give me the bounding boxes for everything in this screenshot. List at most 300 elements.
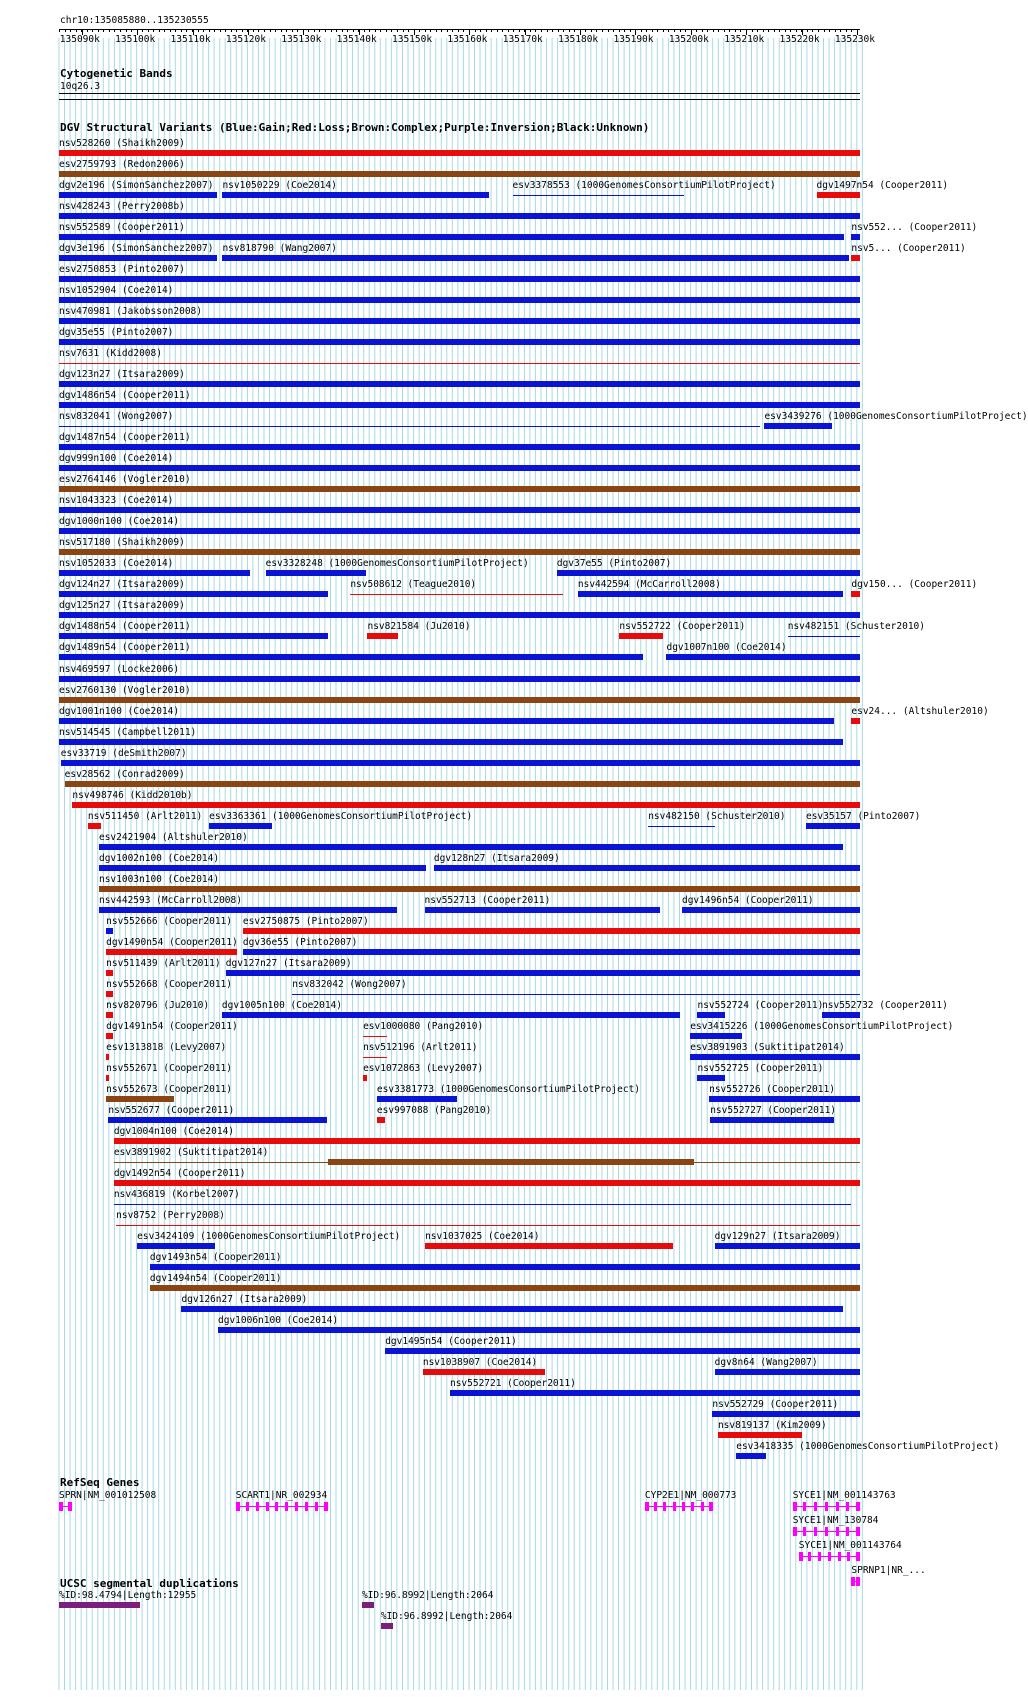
- variant-bar[interactable]: [99, 907, 397, 913]
- variant-label: dgv125n27 (Itsara2009): [59, 600, 185, 612]
- variant-bar[interactable]: [114, 1138, 860, 1144]
- variant-bar[interactable]: [222, 192, 488, 198]
- variant-label: nsv511439 (Arlt2011): [106, 957, 221, 969]
- ruler-minor-tick: [624, 30, 625, 32]
- variant-bar[interactable]: [851, 234, 860, 240]
- variant-bar[interactable]: [666, 654, 860, 660]
- ruler-minor-tick: [840, 30, 841, 32]
- variant-bar[interactable]: [59, 234, 844, 240]
- variant-bar[interactable]: [59, 528, 860, 534]
- variant-label: dgv1006n100 (Coe2014): [218, 1315, 339, 1327]
- ruler-minor-tick: [491, 30, 492, 32]
- variant-bar[interactable]: [72, 802, 860, 808]
- variant-bar[interactable]: [59, 739, 843, 745]
- variant-bar[interactable]: [709, 1096, 860, 1102]
- variant-bar[interactable]: [88, 823, 101, 829]
- variant-bar[interactable]: [137, 1243, 215, 1249]
- ruler-minor-tick: [369, 30, 370, 32]
- variant-label: dgv3e196 (SimonSanchez2007): [59, 243, 214, 255]
- variant-bar[interactable]: [99, 886, 860, 892]
- variant-bar[interactable]: [710, 1117, 834, 1123]
- variant-bar[interactable]: [59, 150, 860, 156]
- variant-bar[interactable]: [59, 612, 860, 618]
- segdup-label: %ID:96.8992|Length:2064: [361, 1590, 494, 1601]
- variant-bar[interactable]: [61, 760, 860, 766]
- variant-bar[interactable]: [425, 1243, 672, 1249]
- ruler-minor-tick: [580, 30, 581, 32]
- ruler-minor-tick: [574, 30, 575, 32]
- ruler-tick-label: 135180k: [558, 34, 599, 45]
- variant-label: esv2759793 (Redon2006): [59, 159, 185, 171]
- ruler-minor-tick: [502, 30, 503, 32]
- variant-bar[interactable]: [59, 402, 860, 408]
- ruler-minor-tick: [236, 30, 237, 32]
- ruler-minor-tick: [635, 30, 636, 32]
- ruler-minor-tick: [646, 30, 647, 32]
- ruler-minor-tick: [696, 30, 697, 32]
- ruler-minor-tick: [76, 30, 77, 32]
- gene-exon[interactable]: [236, 1502, 240, 1511]
- ruler-minor-tick: [707, 30, 708, 32]
- ruler-minor-tick: [59, 30, 60, 32]
- ruler-minor-tick: [829, 30, 830, 32]
- variant-label: nsv498746 (Kidd2010b): [72, 789, 193, 801]
- variant-bar[interactable]: [59, 318, 860, 324]
- ruler-minor-tick: [148, 30, 149, 32]
- gene-exon[interactable]: [803, 1502, 806, 1511]
- ruler-minor-tick: [353, 30, 354, 32]
- ruler-minor-tick: [652, 30, 653, 32]
- variant-bar[interactable]: [59, 507, 860, 513]
- ruler-tick-label: 135210k: [724, 34, 765, 45]
- variant-bar[interactable]: [114, 1180, 860, 1186]
- variant-label: nsv442594 (McCarroll2008): [577, 579, 721, 591]
- gene-exon[interactable]: [68, 1502, 72, 1511]
- ruler-minor-tick: [458, 30, 459, 32]
- variant-bar[interactable]: [106, 970, 113, 976]
- variant-bar[interactable]: [377, 1096, 457, 1102]
- variant-bar[interactable]: [806, 823, 860, 829]
- gene-exon[interactable]: [828, 1552, 831, 1561]
- variant-bar[interactable]: [851, 718, 860, 724]
- ruler-minor-tick: [231, 30, 232, 32]
- variant-label: nsv508612 (Teague2010): [350, 579, 477, 591]
- ruler-minor-tick: [181, 30, 182, 32]
- variant-bar[interactable]: [350, 594, 563, 595]
- gene-exon[interactable]: [847, 1552, 850, 1561]
- ruler-minor-tick: [680, 30, 681, 32]
- gene-exon[interactable]: [645, 1502, 649, 1511]
- ruler-minor-tick: [292, 30, 293, 32]
- ruler-tick-label: 135100k: [115, 34, 156, 45]
- ruler-minor-tick: [702, 30, 703, 32]
- ruler-minor-tick: [619, 30, 620, 32]
- variant-bar[interactable]: [106, 1054, 109, 1060]
- variant-bar[interactable]: [106, 928, 113, 934]
- variant-bar[interactable]: [59, 192, 217, 198]
- variant-label: dgv999n100 (Coe2014): [59, 453, 174, 465]
- gene-exon[interactable]: [709, 1502, 713, 1511]
- variant-label: dgv1492n54 (Cooper2011): [113, 1167, 246, 1179]
- variant-bar[interactable]: [59, 171, 860, 177]
- ruler-minor-tick: [126, 30, 127, 32]
- gene-exon[interactable]: [856, 1502, 860, 1511]
- segdup-bar[interactable]: [59, 1602, 140, 1608]
- variant-label: esv24... (Altshuler2010): [851, 705, 989, 717]
- gene-exon[interactable]: [856, 1577, 860, 1586]
- gene-exon[interactable]: [701, 1502, 704, 1511]
- ruler-minor-tick: [763, 30, 764, 32]
- ruler-minor-tick: [198, 30, 199, 32]
- variant-bar[interactable]: [106, 1075, 109, 1081]
- variant-label: nsv1003n100 (Coe2014): [98, 873, 220, 885]
- variant-label: nsv1050229 (Coe2014): [222, 180, 337, 192]
- variant-bar[interactable]: [222, 255, 848, 261]
- variant-bar[interactable]: [59, 465, 860, 471]
- gene-exon[interactable]: [673, 1502, 676, 1511]
- gene-exon[interactable]: [59, 1502, 63, 1511]
- variant-bar[interactable]: [712, 1411, 860, 1417]
- variant-bar[interactable]: [59, 676, 860, 682]
- ruler-minor-tick: [785, 30, 786, 32]
- ruler-minor-tick: [663, 30, 664, 32]
- variant-bar[interactable]: [682, 907, 860, 913]
- variant-bar[interactable]: [715, 1243, 860, 1249]
- variant-bar[interactable]: [59, 718, 834, 724]
- variant-label: esv3424109 (1000GenomesConsortiumPilotProject): [137, 1231, 401, 1243]
- cytoband-label: 10q26.3: [60, 81, 101, 92]
- variant-bar[interactable]: [59, 444, 860, 450]
- cytoband-line: [59, 99, 860, 100]
- variant-label: dgv1005n100 (Coe2014): [221, 999, 342, 1011]
- ruler-minor-tick: [685, 30, 686, 32]
- ruler-minor-tick: [452, 30, 453, 32]
- gene-exon[interactable]: [256, 1502, 259, 1511]
- ruler-minor-tick: [441, 30, 442, 32]
- variant-bar[interactable]: [423, 1369, 545, 1375]
- variant-bar[interactable]: [59, 486, 860, 492]
- variant-bar[interactable]: [226, 970, 860, 976]
- variant-bar[interactable]: [106, 949, 237, 955]
- variant-label: nsv552729 (Cooper2011): [712, 1399, 839, 1411]
- variant-label: nsv1052033 (Coe2014): [59, 558, 174, 570]
- variant-bar[interactable]: [450, 1390, 860, 1396]
- variant-bar[interactable]: [377, 1117, 385, 1123]
- variant-bar[interactable]: [114, 1204, 851, 1205]
- variant-bar[interactable]: [363, 1057, 387, 1058]
- gene-exon[interactable]: [793, 1502, 797, 1511]
- variant-bar[interactable]: [222, 1012, 680, 1018]
- variant-label: esv2760130 (Vogler2010): [59, 684, 191, 696]
- segdup-bar[interactable]: [362, 1602, 374, 1608]
- ruler-minor-tick: [508, 30, 509, 32]
- variant-bar[interactable]: [690, 1033, 742, 1039]
- gene-exon[interactable]: [803, 1527, 806, 1536]
- variant-label: nsv482150 (Schuster2010): [648, 810, 786, 822]
- variant-bar[interactable]: [150, 1264, 860, 1270]
- gene-exon[interactable]: [324, 1502, 328, 1511]
- variant-label: nsv1038907 (Coe2014): [422, 1357, 538, 1369]
- variant-label: nsv832042 (Wong2007): [292, 978, 407, 990]
- gene-exon[interactable]: [305, 1502, 308, 1511]
- ruler-minor-tick: [70, 30, 71, 32]
- gene-exon[interactable]: [285, 1502, 288, 1511]
- variant-label: esv3363361 (1000GenomesConsortiumPilotProject): [209, 810, 473, 822]
- gene-exon[interactable]: [836, 1502, 839, 1511]
- variant-label: dgv1487n54 (Cooper2011): [59, 432, 191, 444]
- variant-label: dgv1007n100 (Coe2014): [666, 642, 787, 654]
- variant-bar[interactable]: [59, 255, 217, 261]
- gene-exon[interactable]: [246, 1502, 249, 1511]
- gene-exon[interactable]: [856, 1527, 860, 1536]
- ruler-tick-label: 135130k: [281, 34, 322, 45]
- ruler-minor-tick: [801, 30, 802, 32]
- variant-bar[interactable]: [209, 823, 272, 829]
- variant-bar[interactable]: [292, 994, 860, 995]
- variant-bar[interactable]: [851, 255, 860, 261]
- gene-exon[interactable]: [808, 1552, 811, 1561]
- variant-bar[interactable]: [108, 1117, 326, 1123]
- gene-exon[interactable]: [846, 1502, 849, 1511]
- variant-bar[interactable]: [513, 195, 685, 196]
- ruler-minor-tick: [375, 30, 376, 32]
- gene-exon[interactable]: [793, 1527, 797, 1536]
- variant-bar[interactable]: [697, 1012, 724, 1018]
- variant-label: nsv552713 (Cooper2011): [424, 894, 551, 906]
- gene-exon[interactable]: [315, 1502, 318, 1511]
- variant-bar[interactable]: [150, 1285, 860, 1291]
- variant-bar[interactable]: [266, 570, 366, 576]
- variant-bar[interactable]: [648, 826, 714, 827]
- gene-exon[interactable]: [846, 1527, 849, 1536]
- variant-bar[interactable]: [106, 991, 113, 997]
- ruler-minor-tick: [674, 30, 675, 32]
- ruler-minor-tick: [729, 30, 730, 32]
- gene-exon[interactable]: [814, 1502, 817, 1511]
- ruler-minor-tick: [192, 30, 193, 32]
- ruler-minor-tick: [137, 30, 138, 32]
- variant-label: esv2750853 (Pinto2007): [59, 264, 185, 276]
- variant-label: dgv150... (Cooper2011): [851, 579, 978, 591]
- variant-label: nsv528260 (Shaikh2009): [59, 138, 185, 149]
- variant-bar[interactable]: [59, 339, 860, 345]
- gene-exon[interactable]: [836, 1527, 839, 1536]
- variant-label: dgv126n27 (Itsara2009): [181, 1294, 308, 1306]
- variant-bar[interactable]: [59, 654, 643, 660]
- ruler-minor-tick: [319, 30, 320, 32]
- gene-exon[interactable]: [818, 1552, 821, 1561]
- variant-bar[interactable]: [59, 633, 328, 639]
- ruler-minor-tick: [591, 30, 592, 32]
- ruler-tick-label: 135170k: [502, 34, 543, 45]
- variant-bar[interactable]: [106, 1096, 174, 1102]
- variant-label: nsv511450 (Arlt2011): [87, 810, 203, 822]
- gene-exon[interactable]: [856, 1552, 860, 1561]
- gene-label: SYCE1|NM_130784: [792, 1515, 879, 1526]
- ruler-minor-tick: [469, 30, 470, 32]
- ruler-minor-tick: [342, 30, 343, 32]
- ruler-minor-tick: [824, 30, 825, 32]
- variant-bar[interactable]: [788, 636, 860, 637]
- ruler-minor-tick: [225, 30, 226, 32]
- variant-bar[interactable]: [851, 591, 860, 597]
- variant-bar[interactable]: [363, 1036, 387, 1037]
- variant-label: nsv482151 (Schuster2010): [787, 621, 925, 633]
- variant-label: nsv5... (Cooper2011): [851, 243, 966, 255]
- ruler-minor-tick: [286, 30, 287, 32]
- variant-bar[interactable]: [243, 949, 860, 955]
- variant-bar[interactable]: [59, 276, 860, 282]
- ruler-minor-tick: [347, 30, 348, 32]
- variant-bar[interactable]: [59, 570, 250, 576]
- variant-label: esv2764146 (Vogler2010): [59, 474, 191, 486]
- ruler-minor-tick: [275, 30, 276, 32]
- gene-exon[interactable]: [814, 1527, 817, 1536]
- ruler-minor-tick: [774, 30, 775, 32]
- variant-bar[interactable]: [59, 381, 860, 387]
- variant-bar[interactable]: [243, 928, 860, 934]
- ruler-minor-tick: [281, 30, 282, 32]
- variant-bar[interactable]: [65, 781, 860, 787]
- variant-label: dgv8n64 (Wang2007): [714, 1357, 818, 1369]
- ruler-tick-label: 135150k: [392, 34, 433, 45]
- ruler-minor-tick: [203, 30, 204, 32]
- variant-label: nsv832041 (Wong2007): [59, 411, 174, 423]
- ruler-minor-tick: [596, 30, 597, 32]
- variant-bar[interactable]: [59, 363, 860, 364]
- ruler-minor-tick: [175, 30, 176, 32]
- variant-bar[interactable]: [59, 426, 760, 427]
- gene-exon[interactable]: [799, 1552, 803, 1561]
- variant-label: dgv1490n54 (Cooper2011): [106, 936, 238, 948]
- ruler-minor-tick: [585, 30, 586, 32]
- variant-bar[interactable]: [59, 697, 860, 703]
- variant-label: dgv1000n100 (Coe2014): [59, 516, 180, 528]
- variant-label: dgv1491n54 (Cooper2011): [106, 1020, 238, 1032]
- ruler-minor-tick: [425, 30, 426, 32]
- ruler-minor-tick: [552, 30, 553, 32]
- variant-bar[interactable]: [59, 591, 328, 597]
- ruler-minor-tick: [779, 30, 780, 32]
- variant-label: esv2421904 (Altshuler2010): [98, 831, 248, 843]
- ruler-minor-tick: [380, 30, 381, 32]
- variant-bar[interactable]: [817, 192, 860, 198]
- variant-bar[interactable]: [328, 1159, 694, 1165]
- variant-label: esv1000080 (Pang2010): [363, 1020, 484, 1032]
- gene-exon[interactable]: [663, 1502, 666, 1511]
- variant-bar[interactable]: [99, 844, 843, 850]
- variant-label: nsv819137 (Kim2009): [717, 1420, 827, 1432]
- variant-bar[interactable]: [434, 865, 860, 871]
- ruler-tick-label: 135160k: [447, 34, 488, 45]
- ruler-minor-tick: [331, 30, 332, 32]
- variant-bar[interactable]: [578, 591, 843, 597]
- variant-bar[interactable]: [116, 1225, 860, 1226]
- refseq-track-title: RefSeq Genes: [60, 1476, 140, 1489]
- variant-bar[interactable]: [822, 1012, 860, 1018]
- ruler-minor-tick: [430, 30, 431, 32]
- variant-bar[interactable]: [367, 633, 397, 639]
- ruler-minor-tick: [142, 30, 143, 32]
- gene-exon[interactable]: [825, 1502, 828, 1511]
- ruler-minor-tick: [608, 30, 609, 32]
- ruler-minor-tick: [541, 30, 542, 32]
- ruler-minor-tick: [497, 30, 498, 32]
- gene-exon[interactable]: [682, 1502, 685, 1511]
- variant-bar[interactable]: [59, 549, 860, 555]
- variant-bar[interactable]: [425, 907, 660, 913]
- variant-label: nsv552671 (Cooper2011): [106, 1062, 232, 1074]
- variant-bar[interactable]: [557, 570, 860, 576]
- ruler-minor-tick: [835, 30, 836, 32]
- variant-bar[interactable]: [385, 1348, 860, 1354]
- ruler-minor-tick: [414, 30, 415, 32]
- variant-bar[interactable]: [218, 1327, 860, 1333]
- gene-exon[interactable]: [654, 1502, 657, 1511]
- ruler-minor-tick: [752, 30, 753, 32]
- variant-label: nsv1037025 (Coe2014): [425, 1231, 540, 1243]
- ruler-minor-tick: [364, 30, 365, 32]
- variant-label: esv1072863 (Levy2007): [363, 1062, 484, 1074]
- ruler-minor-tick: [386, 30, 387, 32]
- ruler-minor-tick: [153, 30, 154, 32]
- ruler-minor-tick: [159, 30, 160, 32]
- gene-exon[interactable]: [295, 1502, 298, 1511]
- variant-bar[interactable]: [715, 1369, 860, 1375]
- ruler-minor-tick: [807, 30, 808, 32]
- ruler-minor-tick: [768, 30, 769, 32]
- variant-label: nsv469597 (Locke2006): [59, 663, 180, 675]
- variant-bar[interactable]: [718, 1432, 802, 1438]
- gene-exon[interactable]: [691, 1502, 694, 1511]
- ruler-tick-label: 135200k: [668, 34, 709, 45]
- gene-exon[interactable]: [825, 1527, 828, 1536]
- variant-bar[interactable]: [736, 1453, 765, 1459]
- ruler-minor-tick: [519, 30, 520, 32]
- segdup-bar[interactable]: [381, 1623, 393, 1629]
- variant-label: nsv552666 (Cooper2011): [106, 915, 232, 927]
- ruler-minor-tick: [186, 30, 187, 32]
- variant-bar[interactable]: [764, 423, 832, 429]
- variant-bar[interactable]: [619, 633, 663, 639]
- variant-bar[interactable]: [181, 1306, 842, 1312]
- variant-label: esv3418335 (1000GenomesConsortiumPilotProject): [736, 1441, 1000, 1453]
- variant-bar[interactable]: [363, 1075, 367, 1081]
- gene-exon[interactable]: [275, 1502, 278, 1511]
- ruler-minor-tick: [270, 30, 271, 32]
- ruler-minor-tick: [569, 30, 570, 32]
- ruler-minor-tick: [436, 30, 437, 32]
- variant-bar[interactable]: [690, 1054, 860, 1060]
- coordinate-label: chr10:135085880..135230555: [60, 15, 209, 26]
- ruler-minor-tick: [846, 30, 847, 32]
- variant-bar[interactable]: [106, 1012, 113, 1018]
- variant-label: dgv1489n54 (Cooper2011): [59, 642, 191, 654]
- ruler-minor-tick: [691, 30, 692, 32]
- variant-bar[interactable]: [697, 1075, 724, 1081]
- variant-bar[interactable]: [59, 213, 860, 219]
- cytoband-track-title: Cytogenetic Bands: [60, 67, 173, 80]
- gene-exon[interactable]: [266, 1502, 269, 1511]
- gene-exon[interactable]: [838, 1552, 841, 1561]
- variant-bar[interactable]: [99, 865, 426, 871]
- variant-bar[interactable]: [59, 297, 860, 303]
- ruler-minor-tick: [851, 30, 852, 32]
- ruler-minor-tick: [563, 30, 564, 32]
- ruler-minor-tick: [391, 30, 392, 32]
- variant-bar[interactable]: [106, 1033, 113, 1039]
- gene-exon[interactable]: [851, 1577, 855, 1586]
